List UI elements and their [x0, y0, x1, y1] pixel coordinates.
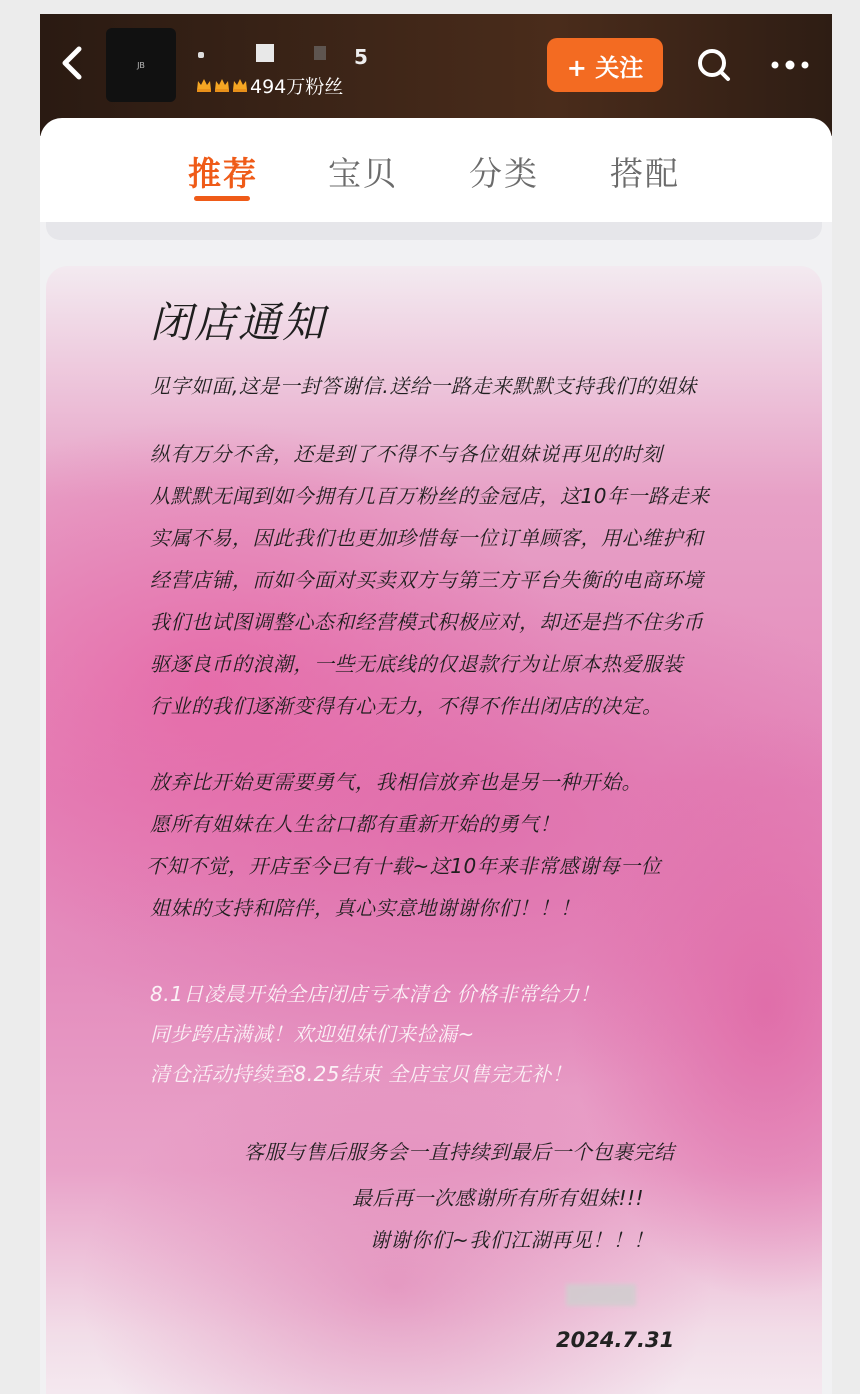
- notice-line: 愿所有姐妹在人生岔口都有重新开始的勇气！: [150, 812, 560, 836]
- notice-line: 见字如面,这是一封答谢信.送给一路走来默默支持我们的姐妹: [150, 374, 697, 398]
- fans-count: [196, 72, 343, 98]
- name-blur: [198, 52, 204, 58]
- sale-line: 清仓活动持续至8.25结束 全店宝贝售完无补！: [150, 1062, 573, 1086]
- search-icon: [695, 46, 733, 84]
- shop-avatar[interactable]: [106, 28, 176, 102]
- tab-outfits[interactable]: 搭配: [610, 154, 680, 193]
- tab-recommend[interactable]: 推荐: [188, 154, 258, 193]
- avatar-logo-text: JB: [137, 60, 145, 70]
- follow-button[interactable]: + 关注: [547, 38, 663, 92]
- notice-line: 姐妹的支持和陪伴，真心实意地谢谢你们！！！: [150, 896, 581, 920]
- notice-line: 经营店铺，而如今面对买卖双方与第三方平台失衡的电商环境: [150, 568, 704, 592]
- notice-line: 我们也试图调整心态和经营模式积极应对，却还是挡不住劣币: [150, 610, 704, 634]
- notice-line: 纵有万分不舍，还是到了不得不与各位姐妹说再见的时刻: [150, 442, 663, 466]
- name-blur: [256, 44, 274, 62]
- back-button[interactable]: [54, 38, 90, 88]
- closing-notice-poster: [46, 266, 822, 1394]
- notice-line: 客服与售后服务会一直持续到最后一个包裹完结: [244, 1140, 675, 1164]
- active-tab-indicator: [194, 196, 250, 201]
- sale-line: 8.1日凌晨开始全店闭店亏本清仓 价格非常给力！: [150, 982, 601, 1006]
- notice-line: 放弃比开始更需要勇气，我相信放弃也是另一种开始。: [150, 770, 642, 794]
- fans-text: 494万粉丝: [250, 75, 344, 98]
- crown-icon: [232, 78, 248, 92]
- shop-name[interactable]: [198, 42, 368, 69]
- signature-blur: [566, 1284, 636, 1306]
- notice-line: 行业的我们逐渐变得有心无力，不得不作出闭店的决定。: [150, 694, 663, 718]
- tab-items[interactable]: 宝贝: [328, 154, 398, 193]
- notice-line: 谢谢你们~我们江湖再见！！！: [370, 1228, 654, 1252]
- notice-line: 最后再一次感谢所有所有姐妹!!!: [352, 1186, 645, 1210]
- tab-categories[interactable]: 分类: [469, 154, 539, 193]
- more-button[interactable]: [768, 48, 812, 82]
- search-button[interactable]: [691, 42, 737, 88]
- section-divider: [46, 222, 822, 240]
- notice-line: 实属不易，因此我们也更加珍惜每一位订单顾客，用心维护和: [150, 526, 704, 550]
- name-fragment: 5: [354, 45, 368, 69]
- notice-line: 不知不觉，开店至今已有十载~这10年来非常感谢每一位: [146, 854, 662, 878]
- notice-title: 闭店通知: [150, 298, 327, 347]
- crown-icon: [214, 78, 230, 92]
- more-dots-icon: [770, 59, 810, 71]
- notice-line: 从默默无闻到如今拥有几百万粉丝的金冠店，这10年一路走来: [150, 484, 710, 508]
- chevron-left-icon: [61, 46, 83, 80]
- notice-line: 驱逐良币的浪潮，一些无底线的仅退款行为让原本热爱服装: [150, 652, 683, 676]
- name-blur: [314, 46, 326, 60]
- tab-bar: [40, 118, 832, 222]
- notice-date: 2024.7.31: [556, 1328, 675, 1352]
- phone-screen: [40, 14, 832, 1394]
- crown-icon: [196, 78, 212, 92]
- sale-line: 同步跨店满减！欢迎姐妹们来捡漏~: [150, 1022, 475, 1046]
